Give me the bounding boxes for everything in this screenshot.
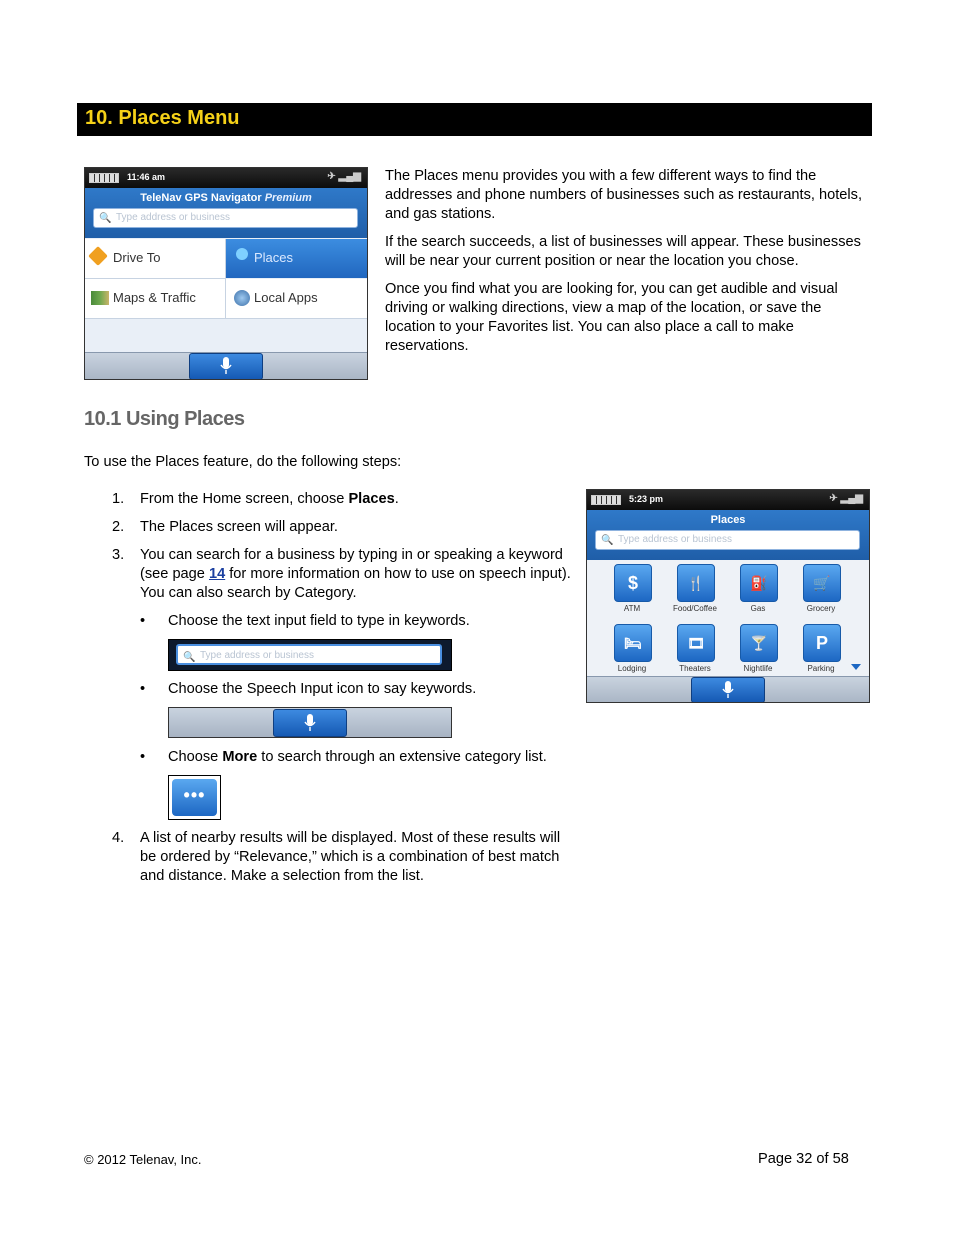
places-pin-icon — [236, 248, 248, 260]
step-item — [112, 490, 572, 509]
menu-item-places[interactable] — [226, 239, 367, 278]
step-item — [112, 546, 572, 603]
intro-paragraph: Once you find what you are looking for, you can get audible and visual driving or walking directions, view a map of the location, or save the location to your Favorites list. You can also place a call to make reservations. — [385, 281, 838, 354]
status-bar — [587, 490, 869, 510]
step-text: A list of nearby results will be displayed. Most of these results will be ordered by “Relevance,” which is a combination of best match and distance. Make a selection from the list. — [140, 830, 561, 884]
steps-list — [112, 490, 572, 612]
search-input[interactable] — [176, 644, 442, 665]
status-time: 5:23 pm — [629, 494, 664, 504]
more-button[interactable] — [172, 779, 217, 816]
menu-item-local-apps[interactable] — [226, 279, 367, 319]
microphone-icon — [304, 713, 316, 733]
search-placeholder: Type address or business — [200, 650, 314, 661]
home-search-input[interactable] — [93, 208, 358, 228]
category-grocery-button[interactable]: 🛒 — [803, 564, 841, 602]
home-screen-screenshot — [84, 167, 368, 380]
places-search-input[interactable] — [595, 530, 860, 550]
step-text: for more information on how to use on speech input). You can also search by Category. — [140, 566, 571, 601]
step-text: The Places screen will appear. — [140, 519, 338, 535]
footer-page-number: Page 32 of 58 — [758, 1151, 849, 1167]
bullet-marker: • — [140, 613, 146, 629]
drive-to-icon — [88, 246, 108, 266]
search-icon: 🔍 — [183, 652, 196, 663]
step-item — [112, 829, 572, 886]
app-title-band — [85, 188, 367, 238]
microphone-icon — [220, 356, 232, 376]
menu-label-places: Places — [254, 250, 294, 265]
search-placeholder: Type address or business — [618, 534, 732, 545]
category-label: ATM — [623, 604, 641, 613]
places-screen-screenshot — [586, 489, 870, 703]
section-heading-bar — [77, 103, 872, 136]
search-icon: 🔍 — [99, 213, 112, 224]
app-title: TeleNav GPS Navigator — [140, 192, 262, 204]
lead-text: To use the Places feature, do the following steps: — [84, 454, 402, 470]
intro-paragraph: The Places menu provides you with a few different ways to find the addresses and phone numbers of businesses such as restaurants, hotels, and gas stations. — [385, 168, 863, 222]
speech-input-button[interactable] — [189, 353, 263, 380]
category-nightlife-button[interactable]: 🍸 — [740, 624, 778, 662]
search-placeholder: Type address or business — [116, 212, 230, 223]
category-label: Nightlife — [743, 664, 773, 673]
places-title-band — [587, 510, 869, 560]
category-atm-button[interactable]: $ — [614, 564, 652, 602]
app-title-suffix: Premium — [264, 192, 312, 204]
step-text: . — [394, 491, 399, 507]
category-theaters-button[interactable]: 🎞 — [677, 624, 715, 662]
bullet-text: Choose the text input field to type in keywords. — [168, 613, 470, 629]
category-gas-button[interactable]: ⛽ — [740, 564, 778, 602]
bullet-text: to search through an extensive category list. — [257, 749, 547, 765]
category-label: Theaters — [679, 664, 711, 673]
speech-bar — [85, 352, 367, 379]
signal-icon: ✈ ▂▄▆ — [829, 493, 863, 504]
local-apps-icon — [234, 290, 250, 306]
category-label: Lodging — [617, 664, 647, 673]
subsection-title: 10.1 Using Places — [84, 408, 245, 430]
speech-bar-sample — [168, 707, 452, 738]
menu-item-maps-traffic[interactable] — [85, 279, 226, 319]
category-label: Grocery — [806, 604, 836, 613]
category-label: Food/Coffee — [673, 604, 717, 613]
category-food-coffee-button[interactable]: 🍴 — [677, 564, 715, 602]
map-icon — [91, 291, 109, 305]
speech-input-button[interactable] — [691, 677, 765, 703]
step-number: 3. — [112, 547, 125, 563]
more-button-sample — [168, 775, 221, 820]
intro-text — [385, 167, 872, 365]
menu-label-drive-to: Drive To — [113, 250, 161, 265]
step-number: 2. — [112, 519, 125, 535]
scroll-down-arrow-icon[interactable] — [851, 664, 861, 670]
step-text: You can search for a business by typing in or speaking a keyword (see page — [140, 547, 563, 582]
step-item — [112, 518, 572, 537]
bullet-marker: • — [140, 681, 146, 697]
signal-icon: ✈ ▂▄▆ — [327, 171, 361, 182]
section-title: 10. Places Menu — [85, 107, 240, 129]
category-label: Gas — [750, 604, 766, 613]
search-field-sample — [168, 639, 452, 671]
speech-input-button[interactable] — [273, 709, 347, 737]
intro-paragraph: If the search succeeds, a list of businesses will appear. These businesses will be near your current position or near the location you chose. — [385, 234, 861, 269]
places-title: Places — [710, 514, 746, 526]
step-bold: Places — [348, 491, 395, 507]
bullet-text: Choose — [168, 749, 223, 765]
bullet-item — [140, 612, 580, 631]
status-time: 11:46 am — [127, 172, 166, 182]
category-label: Parking — [807, 664, 835, 673]
page-link[interactable]: 14 — [208, 566, 226, 582]
menu-label-maps-traffic: Maps & Traffic — [113, 290, 196, 305]
menu-label-local-apps: Local Apps — [254, 290, 318, 305]
menu-item-drive-to[interactable] — [85, 239, 226, 279]
category-parking-button[interactable]: P — [803, 624, 841, 662]
category-lodging-button[interactable]: 🛏 — [614, 624, 652, 662]
step-number: 1. — [112, 491, 125, 507]
search-icon: 🔍 — [601, 535, 614, 546]
bullet-marker: • — [140, 749, 146, 765]
bullet-bold: More — [222, 749, 258, 765]
bullet-item — [140, 748, 580, 767]
status-bar — [85, 168, 367, 188]
battery-icon — [89, 173, 119, 183]
battery-icon — [591, 495, 621, 505]
bullet-text: Choose the Speech Input icon to say keywords. — [168, 681, 477, 697]
more-dots-icon: ••• — [183, 785, 206, 805]
microphone-icon — [722, 680, 734, 700]
step-text: From the Home screen, choose — [140, 491, 349, 507]
speech-bar — [587, 676, 869, 702]
step-number: 4. — [112, 830, 125, 846]
bullet-item — [140, 680, 580, 699]
footer-copyright: © 2012 Telenav, Inc. — [84, 1152, 202, 1167]
